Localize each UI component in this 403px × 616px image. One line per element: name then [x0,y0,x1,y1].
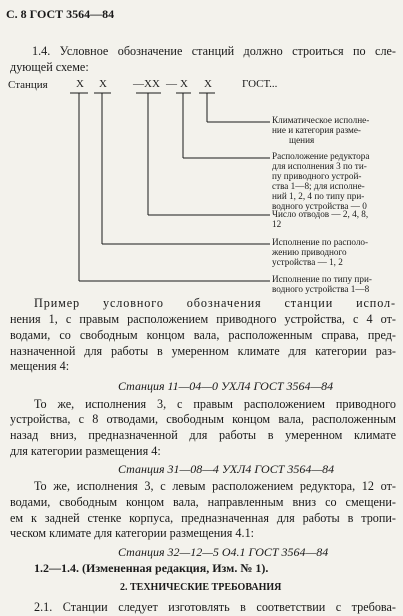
para2-line3: назад вниз, предназначенной для работы в умеренном климате [10,428,396,442]
scheme-x3: Х [180,78,188,90]
section-2-line1: 2.1. Станции следует изготовлять в соответствии с требова- [34,600,396,614]
scheme-gost: ГОСТ... [242,78,278,90]
section-1-4-line1: 1.4. Условное обозначение станций должно строиться по сле- [32,44,396,58]
label-line: жению приводного [272,247,347,257]
para2-line4: для категории размещения 4: [10,444,161,458]
label-line: Расположение редуктора [272,151,370,161]
example-line4: назначенной для работы в умеренном климате для категории раз- [10,344,396,358]
section-2-title: 2. ТЕХНИЧЕСКИЕ ТРЕБОВАНИЯ [120,582,282,593]
scheme-x4: Х [204,78,212,90]
scheme-x2: Х [99,78,107,90]
scheme-x1: Х [76,78,84,90]
para3-line3: ем к задней стенке корпуса, предназначенная для работы в тропи- [10,511,396,525]
example-line2: нения 1, с правым расположением приводного устройства, с 4 от- [10,312,396,326]
para3-line4: ческом климате для категории размещения 4.1: [10,526,255,540]
label-line: Климатическое исполне- [272,115,370,125]
label-line: Число отводов — 2, 4, 8, [272,209,369,219]
example-line3: водами, со свободным концом вала, расположенным справа, пред- [10,328,396,342]
para3-line2: водами, свободным концом вала, направленным вниз со смещени- [10,495,396,509]
designation-1: Станция 11—04—0 УХЛ4 ГОСТ 3564—84 [118,379,334,393]
scheme-xx: —ХХ [133,78,160,90]
label-line: устройства — 1, 2 [272,257,343,267]
label-line: Исполнение по типу при- [272,274,372,284]
para2-line1: То же, исполнения 3, с правым расположением приводного [34,397,396,411]
scheme-station-word: Станция [8,79,48,91]
designation-2: Станция 31—08—4 УХЛ4 ГОСТ 3564—84 [118,462,335,476]
label-line: 12 [272,219,282,229]
label-line: ства 1—8; для исполне- [272,181,365,191]
label-line: ний 1, 2, 4 по типу при- [272,191,365,201]
label-line: пу приводного устрой- [272,171,362,181]
scheme-dash: — [166,78,177,90]
example-line5: мещения 4: [10,359,70,373]
designation-3: Станция 32—12—5 О4.1 ГОСТ 3564—84 [118,545,329,559]
section-1-4-line2: дующей схеме: [10,60,89,74]
example-line1: Пример условного обозначения станции испол- [34,296,396,310]
label-line: водного устройства 1—8 [272,284,370,294]
label-line: ние и категория разме- [272,125,361,135]
label-line: Исполнение по располо- [272,237,369,247]
para3-line1: То же, исполнения 3, с левым расположением редуктора, 12 от- [34,479,396,493]
page-header: С. 8 ГОСТ 3564—84 [6,7,115,21]
label-line: щения [289,135,315,145]
edit-note-1: 1.2—1.4. (Измененная редакция, Изм. № 1). [34,561,269,575]
para2-line2: устройства, с 8 отводами, свободным концом вала, расположенным [10,412,396,426]
label-line: для исполнения 3 по ти- [272,161,367,171]
label-line: водного устройства — 0 [272,201,367,211]
